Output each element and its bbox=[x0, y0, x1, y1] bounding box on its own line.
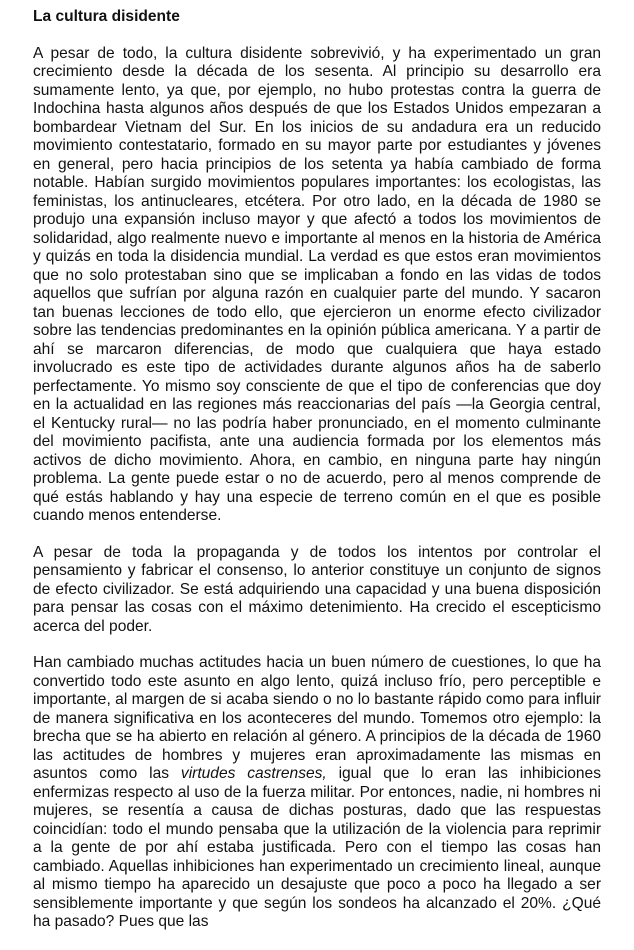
section-title: La cultura disidente bbox=[33, 8, 180, 25]
paragraph-1: A pesar de todo, la cultura disidente sobrevivió, y ha experimentado un gran crecimiento desde la década de los sesenta. Al principio su desarrollo era sumamente lento, ya que, por ejemplo, no hubo protestas contra la guerra de Indochina hasta algunos años después de que los Estados Unidos empezaran a bombardear Vietnam del Sur. En los inicios de su andadura era un reducido movimiento contestatario, formado en su mayor parte por estudiantes y jóvenes en general, pero hacia principios de los setenta ya había cambiado de forma notable. Habían surgido movimientos populares importantes: los ecologistas, las feministas, los antinucleares, etcétera. Por otro lado, en la década de 1980 se produjo una expansión incluso mayor y que afectó a todos los movimientos de solidaridad, algo realmente nuevo e importante al menos en la historia de América y quizás en toda la disidencia mundial. La verdad es que estos eran movimientos que no solo protestaban sino que se implicaban a fondo en las vidas de todos aquellos que sufrían por alguna razón en cualquier parte del mundo. Y sacaron tan buenas lecciones de todo ello, que ejercieron un enorme efecto civilizador sobre las tendencias predominantes en la opinión pública americana. Y a partir de ahí se marcaron diferencias, de modo que cualquiera que haya estado involucrado es este tipo de actividades durante algunos años ha de saberlo perfectamente. Yo mismo soy consciente de que el tipo de conferencias que doy en la actualidad en las regiones más reaccionarias del país —la Georgia central, el Kentucky rural— no las podría haber pronunciado, en el momento culminante del movimiento pacifista, ante una audiencia formada por los elementos más activos de dicho movimiento. Ahora, en cambio, en ninguna parte hay ningún problema. La gente puede estar o no de acuerdo, pero al menos comprende de qué estás hablando y hay una especie de terreno común en el que es posible cuando menos entenderse. bbox=[33, 44, 601, 524]
paragraph-3 bbox=[33, 654, 601, 932]
document-page bbox=[33, 8, 601, 950]
paragraph-3-text-b: igual que lo eran las inhibiciones enfermizas respecto al uso de la fuerza militar. Por entonces, nadie, ni hombres ni mujeres, se resentía a causa de dichas posturas, dado que las respuestas coincidían: todo el mundo pensaba que la utilización de la violencia para reprimir a la gente de por ahí estaba justificada. Pero con el tiempo las cosas han cambiado. Aquellas inhibiciones han experimentado un crecimiento lineal, aunque al mismo tiempo ha aparecido un desajuste que poco a poco ha llegado a ser sensiblemente importante y que según los sondeos ha alcanzado el 20%. ¿Qué ha pasado? Pues que las bbox=[33, 765, 601, 930]
paragraph-3-italic: virtudes castrenses, bbox=[180, 765, 327, 782]
paragraph-3-text-a: Han cambiado muchas actitudes hacia un buen número de cuestiones, lo que ha convertido todo este asunto en algo lento, quizá incluso frío, pero perceptible e importante, al margen de si acaba siendo o no lo bastante rápido como para influir de manera significativa en los aconteceres del mundo. Tomemos otro ejemplo: la brecha que se ha abierto en relación al género. A principios de la década de 1960 las actitudes de hombres y mujeres eran aproximadamente las mismas en asuntos como las bbox=[33, 654, 601, 782]
paragraph-2: A pesar de toda la propaganda y de todos los intentos por controlar el pensamiento y fabricar el consenso, lo anterior constituye un conjunto de signos de efecto civilizador. Se está adquiriendo una capacidad y una buena disposición para pensar las cosas con el máximo detenimiento. Ha crecido el escepticismo acerca del poder. bbox=[33, 543, 601, 635]
